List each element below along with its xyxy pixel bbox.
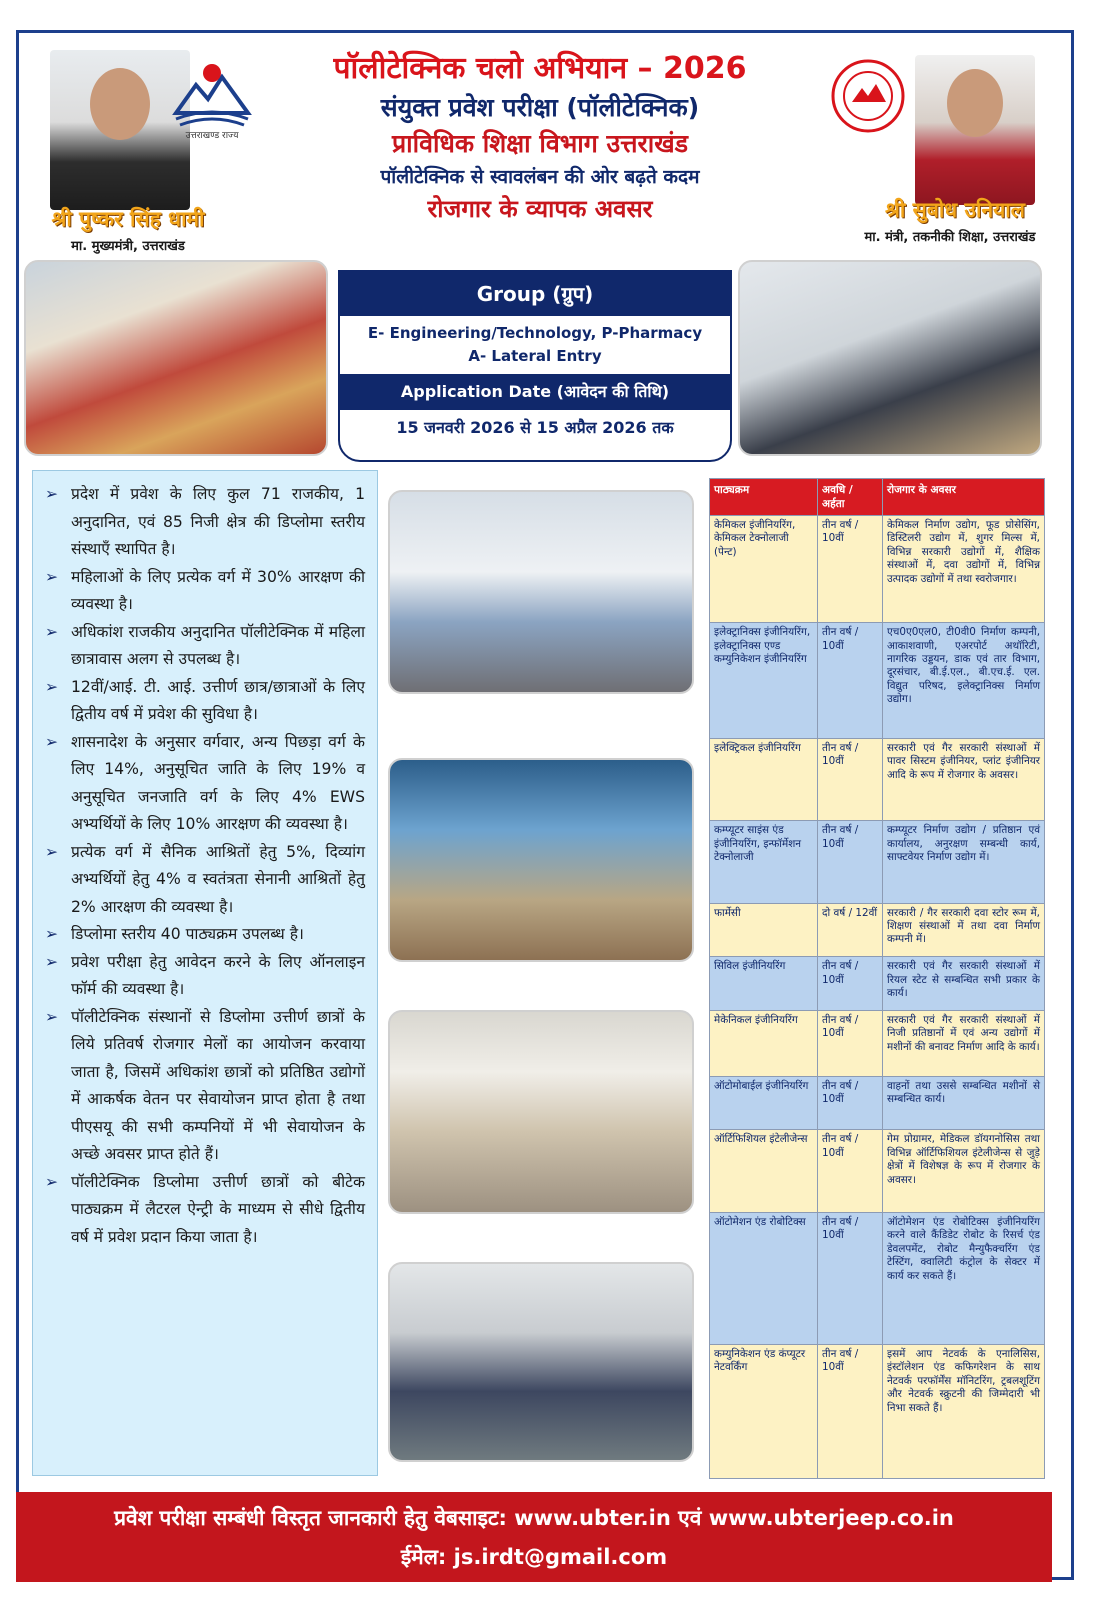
info-bullet-text: प्रवेश परीक्षा हेतु आवेदन करने के लिए ऑनलाइन फॉर्म की व्यवस्था है। (71, 952, 365, 998)
duration-cell: तीन वर्ष / 10वीं (818, 623, 883, 738)
table-row (710, 623, 1045, 738)
jobs-cell: सरकारी / गैर सरकारी दवा स्टोर रूम में, शिक्षण संस्थाओं में तथा दवा निर्माण कम्पनी में। (883, 903, 1045, 957)
info-bullet (41, 729, 365, 839)
duration-cell: तीन वर्ष / 10वीं (818, 738, 883, 820)
header-title-block (270, 48, 810, 226)
duration-cell: तीन वर्ष / 10वीं (818, 1010, 883, 1076)
course-cell: मेकेनिकल इंजीनियरिंग (710, 1010, 818, 1076)
course-cell: ऑटोमोबाईल इंजीनियरिंग (710, 1076, 818, 1130)
jobs-cell: सरकारी एवं गैर सरकारी संस्थाओं में रियल स्टेट से सम्बन्धित सभी प्रकार के कार्य। (883, 957, 1045, 1011)
info-bullet (41, 949, 365, 1004)
table-row (710, 957, 1045, 1011)
group-heading: Group (ग्रुप) (340, 272, 730, 316)
table-row (710, 1130, 1045, 1212)
info-bullet (41, 619, 365, 674)
info-bullet-text: अधिकांश राजकीय अनुदानित पॉलीटेक्निक में महिला छात्रावास अलग से उपलब्ध है। (71, 622, 365, 668)
table-row (710, 516, 1045, 623)
tagline-employment: रोजगार के व्यापक अवसर (427, 195, 653, 223)
arrow-bullet-icon: ➢ (45, 925, 59, 943)
exam-hall-photo (388, 1010, 694, 1214)
duration-cell: तीन वर्ष / 10वीं (818, 957, 883, 1011)
course-cell: ऑर्टिफिशियल इंटेलीजेन्स (710, 1130, 818, 1212)
group-line-engineering: E- Engineering/Technology, P-Pharmacy (367, 324, 703, 342)
duration-cell: तीन वर्ष / 10वीं (818, 1344, 883, 1478)
course-cell: इलेक्ट्रानिक्स इंजीनियरिंग, इलेक्ट्रानिक्स एण्ड कम्युनिकेशन इंजीनियरिंग (710, 623, 818, 738)
course-cell: केमिकल इंजीनियरिंग, केमिकल टेक्नोलाजी (पेन्ट) (710, 516, 818, 623)
duration-cell: तीन वर्ष / 10वीं (818, 821, 883, 903)
info-bullet (41, 481, 365, 564)
jobs-cell: इसमें आप नेटवर्क के एनालिसिस, इंस्टॉलेशन एंड कफिगरेशन के साथ नेटवर्क परफॉर्मेंस मॉनिटरिंग, ट्रबलशूटिंग और नेटवर्क स्क्रुटनी की जिम्मेदारी भी निभा सकते हैं। (883, 1344, 1045, 1478)
info-bullets-panel (32, 470, 378, 1476)
table-row (710, 1344, 1045, 1478)
arrow-bullet-icon: ➢ (45, 952, 59, 971)
info-bullet-text: पॉलीटेक्निक संस्थानों से डिप्लोमा उत्तीर्ण छात्रों के लिये प्रतिवर्ष रोजगार मेलों का आयोजन करवाया जाता है, जिसमें अधिकांश छात्रों को प्रतिष्ठित उद्योगों में आकर्षक वेतन पर सेवायोजन प्राप्त होता है तथा पीएसयू की सभी कम्पनियों में भी सेवायोजन के अच्छे अवसर प्राप्त होते हैं। (71, 1007, 365, 1163)
application-date-heading: Application Date (आवेदन की तिथि) (340, 374, 730, 410)
minister-photo (915, 55, 1035, 205)
application-date-value: 15 जनवरी 2026 से 15 अप्रैल 2026 तक (396, 418, 674, 437)
minister-role: मा. मंत्री, तकनीकी शिक्षा, उत्तराखंड (864, 230, 1036, 245)
footer-bar (16, 1492, 1052, 1582)
chief-minister-name: श्री पुष्कर सिंह धामी (51, 207, 205, 231)
tagline: पॉलीटेक्निक से स्वावलंबन की ओर बढ़ते कदम (380, 166, 700, 188)
info-bullet-text: 12वीं/आई. टी. आई. उत्तीर्ण छात्र/छात्राओं के लिए द्वितीय वर्ष में प्रवेश की सुविधा है। (71, 677, 365, 723)
footer-website: प्रवेश परीक्षा सम्बंधी विस्तृत जानकारी हेतु वेबसाइट: www.ubter.in एवं www.ubterjeep.co.in (114, 1506, 954, 1530)
course-cell: ऑटोमेशन एंड रोबोटिक्स (710, 1212, 818, 1344)
info-bullet (41, 674, 365, 729)
info-bullet-text: डिप्लोमा स्तरीय 40 पाठ्यक्रम उपलब्ध है। (71, 925, 304, 943)
minister-name: श्री सुबोध उनियाल (885, 198, 1025, 222)
department-name: प्राविधिक शिक्षा विभाग उत्तराखंड (391, 129, 689, 158)
jobs-cell: एच0ए0एल0, टी0वी0 निर्माण कम्पनी, आकाशवाणी, एअरपोर्ट अथॉरिटी, नागरिक उड्डयन, डाक एवं तार विभाग, दूरसंचार, बी.ई.एल., बी.एच.ई. एल. विद्युत परिषद, इलेक्ट्रानिक्स निर्माण उद्योग। (883, 623, 1045, 738)
table-row (710, 738, 1045, 820)
campaign-title: पॉलीटेक्निक चलो अभियान – 2026 (333, 51, 747, 86)
jobs-cell: केमिकल निर्माण उद्योग, फूड प्रोसेसिंग, डिस्टिलरी उद्योग में, शुगर मिल्स में, विभिन्न सरकारी उद्योगों में, शैक्षिक संस्थाओं में, दवा उद्योगों में, विभिन्न उत्पादक उद्योगों में तथा स्वरोजगार। (883, 516, 1045, 623)
col-duration: अवधि / अर्हता (818, 479, 883, 516)
ubter-seal-icon (830, 58, 906, 134)
students-machine-lab-photo (388, 490, 694, 694)
jobs-cell: सरकारी एवं गैर सरकारी संस्थाओं में पावर सिस्टम इंजीनियर, प्लांट इंजीनियर आदि के रूप में रोजगार के अवसर। (883, 738, 1045, 820)
group-info-box (338, 270, 732, 462)
jobs-cell: वाहनों तथा उससे सम्बन्धित मशीनों से सम्बन्धित कार्य। (883, 1076, 1045, 1130)
jobs-cell: कम्प्यूटर निर्माण उद्योग / प्रतिष्ठान एवं कार्यालय, अनुरक्षण सम्बन्धी कार्य, साफ्टवेयर निर्माण उद्योग में। (883, 821, 1045, 903)
footer-email: ईमेल: js.irdt@gmail.com (400, 1545, 668, 1569)
info-bullet-text: प्रदेश में प्रवेश के लिए कुल 71 राजकीय, 1 अनुदानित, एवं 85 निजी क्षेत्र की डिप्लोमा स्तरीय संस्थाएँ स्थापित है। (71, 485, 365, 558)
ai-classroom-photo (388, 758, 694, 962)
workshop-photo (388, 1262, 694, 1462)
info-bullet-text: शासनादेश के अनुसार वर्गवार, अन्य पिछड़ा वर्ग के लिए 14%, अनुसूचित जाति के लिए 19% व अनुसूचित जनजाति वर्ग के लिए 4% EWS अभ्यर्थियों के लिए 10% आरक्षण की व्यवस्था है। (71, 732, 365, 833)
duration-cell: तीन वर्ष / 10वीं (818, 1212, 883, 1344)
duration-cell: तीन वर्ष / 10वीं (818, 1076, 883, 1130)
computer-lab-photo (738, 260, 1042, 456)
table-row (710, 1010, 1045, 1076)
arrow-bullet-icon: ➢ (45, 732, 59, 751)
duration-cell: तीन वर्ष / 10वीं (818, 1130, 883, 1212)
arrow-bullet-icon: ➢ (45, 677, 59, 696)
info-bullet-text: प्रत्येक वर्ग में सैनिक आश्रितों हेतु 5%, दिव्यांग अभ्यर्थियों हेतु 4% व स्वतंत्रता सेनानी आश्रितों हेतु 2% आरक्षण की व्यवस्था है। (71, 842, 365, 916)
arrow-bullet-icon: ➢ (45, 485, 59, 503)
course-cell: इलेक्ट्रिकल इंजीनियरिंग (710, 738, 818, 820)
course-cell: सिविल इंजीनियरिंग (710, 957, 818, 1011)
state-logo-text: उत्तराखण्ड राज्य (185, 131, 239, 141)
table-row (710, 1076, 1045, 1130)
jobs-cell: सरकारी एवं गैर सरकारी संस्थाओं में निजी प्रतिष्ठानों में एवं अन्य उद्योगों में मशीनों की बनावट निर्माण आदि के कार्य। (883, 1010, 1045, 1076)
info-bullet (41, 839, 365, 922)
arrow-bullet-icon: ➢ (45, 622, 59, 641)
info-bullet (41, 1004, 365, 1169)
jobs-cell: गेम प्रोग्रामर, मेडिकल डॉयगनोसिस तथा विभिन्न ऑर्टिफिशियल इंटेलीजेन्स से जुड़े क्षेत्रों में विशेषज्ञ के रूप में रोजगार के अवसर। (883, 1130, 1045, 1212)
course-cell: कम्प्यूटर साइंस एंड इंजीनियरिंग, इन्फॉर्मेशन टेक्नोलाजी (710, 821, 818, 903)
arrow-bullet-icon: ➢ (45, 1007, 59, 1026)
arrow-bullet-icon: ➢ (45, 1172, 59, 1191)
table-header-row (710, 479, 1045, 516)
col-jobs: रोजगार के अवसर (883, 479, 1045, 516)
duration-cell: तीन वर्ष / 10वीं (818, 516, 883, 623)
course-cell: फार्मेसी (710, 903, 818, 957)
table-row (710, 903, 1045, 957)
info-bullet-text: महिलाओं के लिए प्रत्येक वर्ग में 30% आरक्षण की व्यवस्था है। (71, 567, 365, 613)
arrow-bullet-icon: ➢ (45, 842, 59, 861)
chief-minister-photo (50, 50, 190, 210)
info-bullet (41, 1169, 365, 1252)
duration-cell: दो वर्ष / 12वीं (818, 903, 883, 957)
col-course: पाठ्यक्रम (710, 479, 818, 516)
course-employment-table (709, 478, 1045, 1479)
table-row (710, 821, 1045, 903)
arrow-bullet-icon: ➢ (45, 567, 59, 586)
jobs-cell: ऑटोमेशन एंड रोबोटिक्स इंजीनियरिंग करने वाले कैंडिडेट रोबोट के रिसर्च एंड डेवलपमेंट, रोबोट मैन्युफैक्चरिंग एंड टेस्टिंग, क्वालिटी कंट्रोल के सेक्टर में कार्य कर सकते हैं। (883, 1212, 1045, 1344)
stage-event-photo (24, 260, 328, 456)
info-bullet-text: पॉलीटेक्निक डिप्लोमा उत्तीर्ण छात्रों को बीटेक पाठ्यक्रम में लैटरल ऐन्ट्री के माध्यम से सीधे द्वितीय वर्ष में प्रवेश प्रदान किया जाता है। (71, 1172, 365, 1246)
group-line-lateral: A- Lateral Entry (468, 347, 602, 365)
course-cell: कम्युनिकेशन एंड कंप्यूटर नेटवर्किंग (710, 1344, 818, 1478)
table-row (710, 1212, 1045, 1344)
info-bullet (41, 921, 365, 949)
exam-subtitle: संयुक्त प्रवेश परीक्षा (पॉलीटेक्निक) (380, 93, 700, 122)
chief-minister-role: मा. मुख्यमंत्री, उत्तराखंड (71, 239, 185, 254)
info-bullet (41, 564, 365, 619)
